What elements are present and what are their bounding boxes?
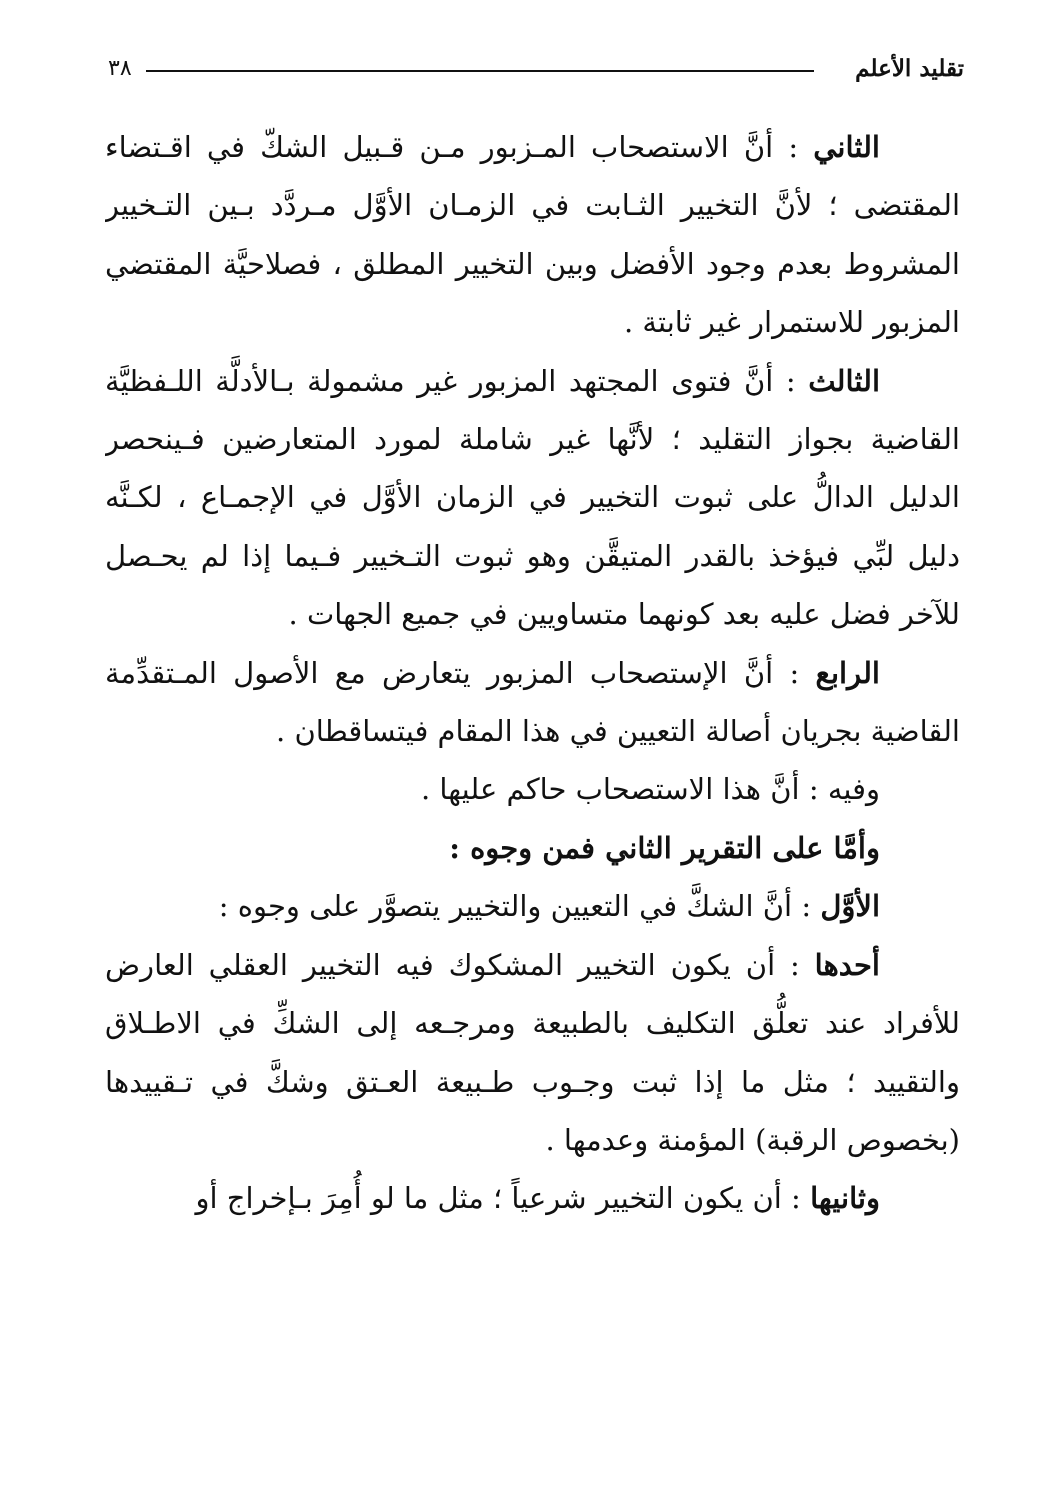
running-header (108, 50, 964, 90)
section-heading (105, 819, 960, 877)
paragraph-lead: الثالث (808, 363, 880, 398)
running-title: تقليد الأعلم (855, 55, 964, 82)
paragraph-lead: الثاني (813, 130, 880, 164)
body-text (105, 118, 960, 1458)
paragraph-second-objection (105, 118, 960, 352)
paragraph-text: : أنَّ الشكَّ في التعيين والتخيير يتصوَّر على وجوه : (218, 889, 821, 924)
paragraph-case-one (105, 936, 960, 1170)
paragraph-fourth-objection (105, 644, 960, 761)
paragraph-text: : أنَّ فتوى المجتهد المزبور غير مشمولة بـالأدلَّة اللـفظيَّة القاضية بجواز التقليد ؛ لأنَّها غير شاملة لمورد المتعارضين فـينحصر الدليل الدالُّ على ثبوت التخيير في الزمان الأوَّل في الإجمـاع ، لكـنَّه دليل لبِّي فيؤخذ بالقدر المتيقَّن وهو ثبوت التـخيير فـيما إذا لم يحـصل للآخر فضل عليه بعد كونهما متساويين في جميع الجهات . (105, 363, 960, 632)
paragraph-text: وفيه : أنَّ هذا الاستصحاب حاكم عليها . (421, 772, 880, 807)
paragraph-third-objection (105, 352, 960, 644)
paragraph-text: : أن يكون التخيير المشكوك فيه التخيير العقلي العارض للأفراد عند تعلُّق التكليف بالطبيعة ومرجـعه إلى الشكِّ في الاطـلاق والتقييد ؛ مثل ما إذا ثبت وجـوب طـبيعة العـتق وشكَّ في تـقييدها (بخصوص الرقبة) المؤمنة وعدمها . (105, 947, 960, 1157)
heading-text: وأمَّا على التقرير الثاني فمن وجوه : (449, 830, 880, 865)
header-rule (146, 70, 814, 72)
paragraph-lead: وثانيها (810, 1181, 880, 1216)
paragraph-first-aspect (105, 877, 960, 935)
page-number: ٣٨ (108, 56, 132, 81)
paragraph-reply (105, 760, 960, 818)
paragraph-case-two (105, 1169, 960, 1227)
paragraph-lead: الرابع (815, 655, 880, 690)
paragraph-text: : أنَّ الإستصحاب المزبور يتعارض مع الأصول المـتقدِّمة القاضية بجريان أصالة التعيين في هذا المقام فيتساقطان . (105, 655, 960, 749)
paragraph-lead: الأوَّل (820, 889, 880, 924)
paragraph-text: : أنَّ الاستصحاب المـزبور مـن قـبيل الشكّ في اقـتضاء المقتضى ؛ لأنَّ التخيير الثـابت في الزمـان الأوَّل مـردَّد بـين التـخيير المشروط بعدم وجود الأفضل وبين التخيير المطلق ، فصلاحيَّة المقتضي المزبور للاستمرار غير ثابتة . (105, 130, 960, 340)
paragraph-lead: أحدها (814, 947, 880, 982)
paragraph-text: : أن يكون التخيير شرعياً ؛ مثل ما لو أُمِرَ بـإخراج أو (195, 1181, 811, 1216)
